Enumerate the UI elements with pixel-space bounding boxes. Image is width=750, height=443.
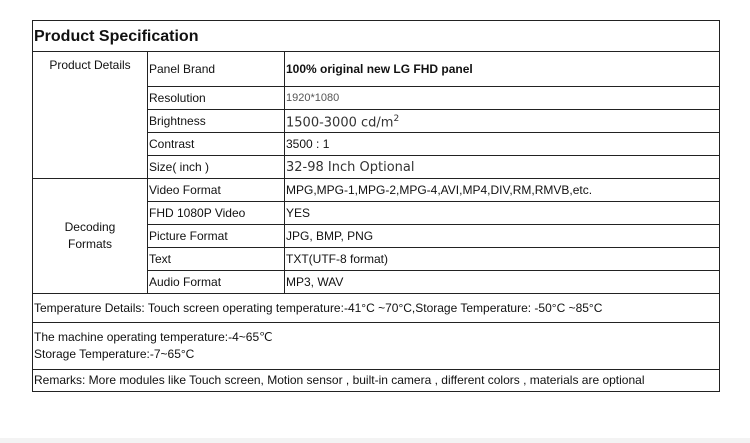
spec-value: 3500 : 1 bbox=[285, 133, 720, 156]
spec-name: Audio Format bbox=[148, 271, 285, 294]
spec-name: Video Format bbox=[148, 179, 285, 202]
spec-value: MP3, WAV bbox=[285, 271, 720, 294]
decoding-label-line2: Formats bbox=[67, 237, 112, 251]
footer-strip bbox=[0, 438, 750, 443]
remarks: Remarks: More modules like Touch screen, Motion sensor , built-in camera , different colors , materials are optional bbox=[33, 370, 720, 392]
spec-name: Contrast bbox=[148, 133, 285, 156]
spec-name: Size( inch ) bbox=[148, 156, 285, 179]
product-details-label: Product Details bbox=[33, 52, 148, 179]
spec-value: JPG, BMP, PNG bbox=[285, 225, 720, 248]
brightness-unit-sup: 2 bbox=[393, 113, 400, 124]
machine-temperature bbox=[33, 323, 720, 370]
spec-name: Text bbox=[148, 248, 285, 271]
spec-name: Panel Brand bbox=[148, 52, 285, 87]
spec-name: Picture Format bbox=[148, 225, 285, 248]
spec-value: 1920*1080 bbox=[285, 87, 720, 110]
spec-title: Product Specification bbox=[33, 21, 720, 52]
spec-name: Brightness bbox=[148, 110, 285, 133]
spec-value: 32-98 Inch Optional bbox=[285, 156, 720, 179]
spec-value: YES bbox=[285, 202, 720, 225]
spec-name: Resolution bbox=[148, 87, 285, 110]
brightness-value: 1500-3000 cd/m bbox=[286, 115, 394, 131]
spec-name: FHD 1080P Video bbox=[148, 202, 285, 225]
spec-value: 100% original new LG FHD panel bbox=[285, 52, 720, 87]
decoding-formats-label bbox=[33, 179, 148, 294]
decoding-label-line1: Decoding bbox=[64, 220, 116, 234]
machine-temp-line1: The machine operating temperature:-4~65℃ bbox=[34, 330, 273, 344]
temperature-details: Temperature Details: Touch screen operating temperature:-41°C ~70°C,Storage Temperature: -50°C ~85°C bbox=[33, 294, 720, 323]
machine-temp-line2: Storage Temperature:-7~65°C bbox=[34, 347, 195, 361]
spec-table bbox=[32, 20, 720, 392]
spec-value: MPG,MPG-1,MPG-2,MPG-4,AVI,MP4,DIV,RM,RMVB,etc. bbox=[285, 179, 720, 202]
spec-value: TXT(UTF-8 format) bbox=[285, 248, 720, 271]
spec-value-brightness bbox=[285, 110, 720, 133]
